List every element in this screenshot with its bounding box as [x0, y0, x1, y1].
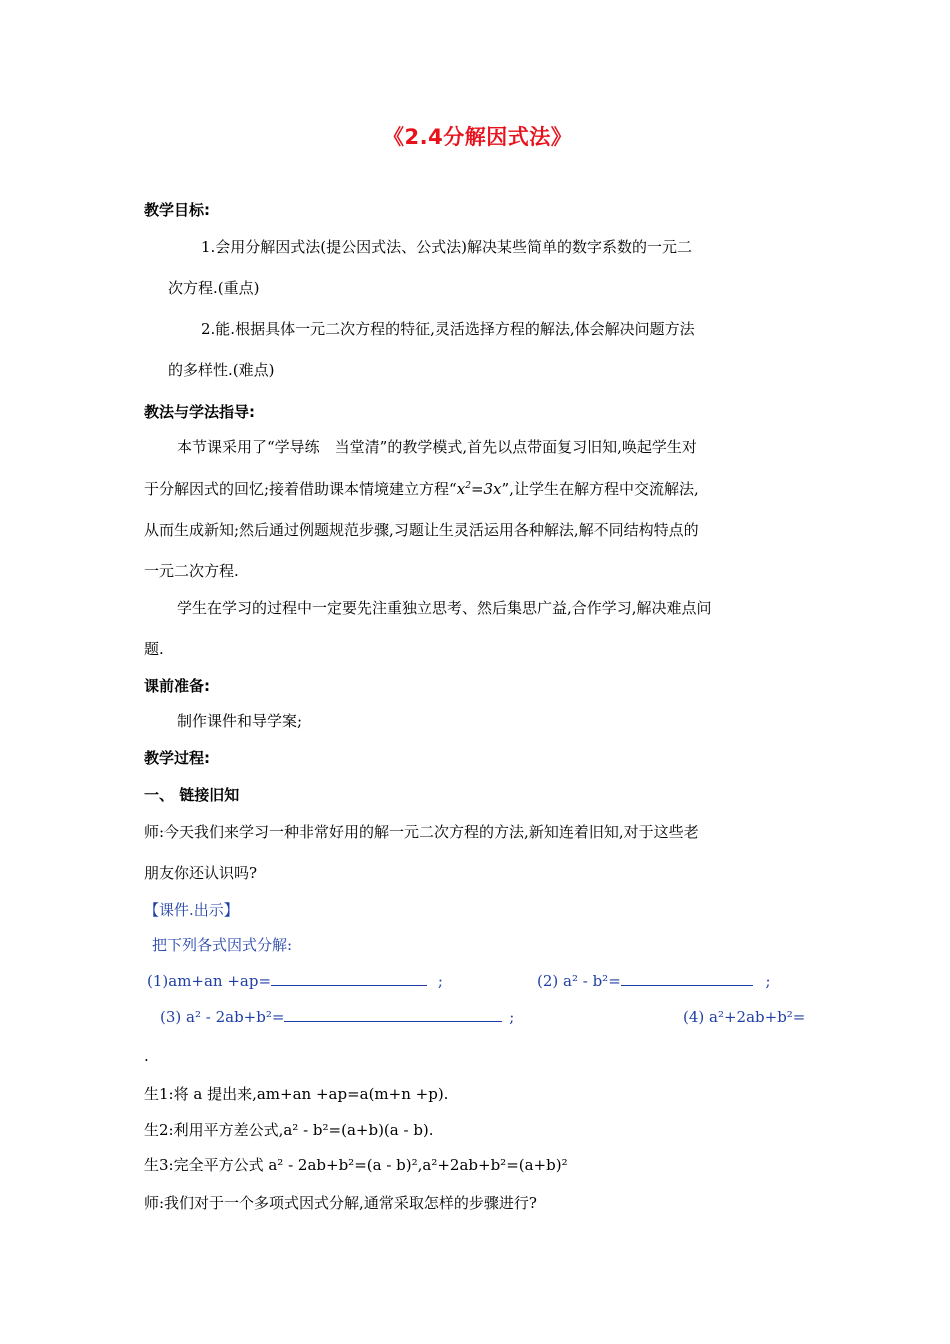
question-3: [160, 1007, 514, 1027]
guidance-heading: 教法与学法指导:: [144, 403, 255, 421]
teacher-question: 师:我们对于一个多项式因式分解,通常采取怎样的步骤进行?: [144, 1194, 537, 1212]
teacher-line-1: 师:今天我们来学习一种非常好用的解一元二次方程的方法,新知连着旧知,对于这些老: [144, 823, 699, 841]
task-prompt: 把下列各式因式分解:: [152, 936, 293, 954]
question-2-end: ;: [765, 972, 771, 990]
preparation-text: 制作课件和导学案;: [177, 712, 303, 730]
guidance-p1-line-2: [144, 479, 699, 499]
page-title: 《2.4分解因式法》: [383, 125, 573, 149]
guidance-p2-line-2: 题.: [144, 640, 164, 658]
teacher-line-2: 朋友你还认识吗?: [144, 864, 258, 882]
student-2-answer: 生2:利用平方差公式,a² - b²=(a+b)(a - b).: [144, 1121, 434, 1139]
student-3-answer: 生3:完全平方公式 a² - 2ab+b²=(a - b)²,a²+2ab+b²=(a+b)²: [144, 1156, 568, 1174]
objective-1-line-2: 次方程.(重点): [168, 279, 260, 297]
question-1-end: ;: [437, 972, 443, 990]
answer-blank-3[interactable]: [284, 1007, 502, 1022]
student-1-answer: 生1:将 a 提出来,am+an +ap=a(m+n +p).: [144, 1085, 449, 1103]
answer-blank-2[interactable]: [621, 971, 753, 986]
section-1-heading: 一、 链接旧知: [144, 786, 240, 804]
process-heading: 教学过程:: [144, 749, 210, 767]
objective-1-line-1: 1.会用分解因式法(提公因式法、公式法)解决某些简单的数字系数的一元二: [201, 238, 693, 256]
guidance-p1-line-1: 本节课采用了“学导练 当堂清”的教学模式,首先以点带面复习旧知,唤起学生对: [177, 438, 697, 456]
preparation-heading: 课前准备:: [144, 677, 210, 695]
question-3-end: ;: [509, 1008, 515, 1026]
guidance-p1-line-2-start: 于分解因式的回忆;接着借助课本情境建立方程“: [144, 480, 457, 498]
question-1-text: (1)am+an +ap=: [147, 972, 272, 990]
question-4: (4) a²+2ab+b²=: [683, 1008, 806, 1026]
answer-blank-1[interactable]: [271, 971, 427, 986]
guidance-p1-line-2-end: ”,让学生在解方程中交流解法,: [501, 480, 699, 498]
question-3-text: (3) a² - 2ab+b²=: [160, 1008, 285, 1026]
question-1: [147, 971, 443, 991]
objectives-heading: 教学目标:: [144, 201, 210, 219]
question-2-text: (2) a² - b²=: [537, 972, 621, 990]
question-2: [537, 971, 771, 991]
trailing-dot: .: [144, 1047, 149, 1065]
courseware-label: 【课件.出示】: [144, 901, 239, 919]
guidance-p1-line-4: 一元二次方程.: [144, 562, 239, 580]
objective-2-line-1: 2.能.根据具体一元二次方程的特征,灵活选择方程的解法,体会解决问题方法: [201, 320, 695, 338]
guidance-p1-line-3: 从而生成新知;然后通过例题规范步骤,习题让生灵活运用各种解法,解不同结构特点的: [144, 521, 699, 539]
equation-x2-3x: $x^2=3x$: [456, 480, 502, 498]
guidance-p2-line-1: 学生在学习的过程中一定要先注重独立思考、然后集思广益,合作学习,解决难点问: [177, 599, 712, 617]
objective-2-line-2: 的多样性.(难点): [168, 361, 275, 379]
